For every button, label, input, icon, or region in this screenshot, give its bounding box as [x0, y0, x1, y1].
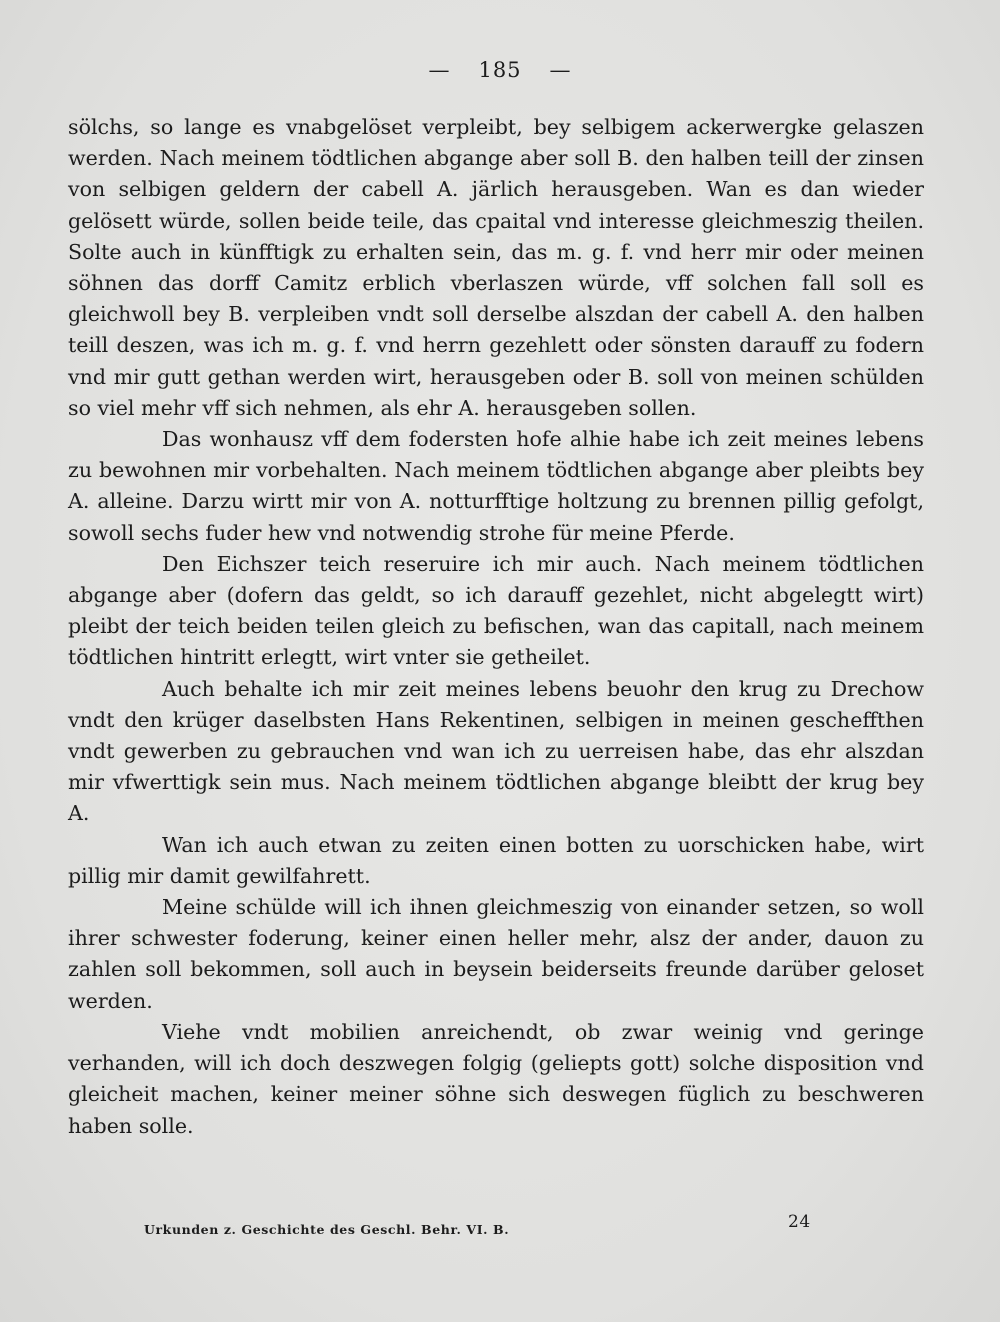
page-footer — [144, 1212, 844, 1240]
paragraph-3: Den Eichszer teich reseruire ich mir auch. Nach meinem tödtlichen abgange aber (dofern das geldt, so ich darauff gezehlet, nicht abgelegtt wirt) pleibt der teich beiden teilen gleich zu befischen, wan das capitall, nach meinem tödtlichen hintritt erlegtt, wirt vnter sie getheilet. — [68, 551, 924, 670]
body-text — [68, 112, 924, 1142]
sheet-signature: 24 — [788, 1212, 811, 1232]
page-header — [0, 58, 1000, 82]
paragraph-2: Das wonhausz vff dem fodersten hofe alhie habe ich zeit meines lebens zu bewohnen mir vorbehalten. Nach meinem tödtlichen abgange aber pleibts bey A. alleine. Darzu wirtt mir von A. notturfftige holtzung zu brennen pillig gefolgt, sowoll sechs fuder hew vnd notwendig strohe für meine Pferde. — [68, 427, 924, 545]
footer-source: Urkunden z. Geschichte des Geschl. Behr. VI. B. — [144, 1222, 510, 1237]
header-dash-right: — — [549, 58, 572, 82]
page-number: 185 — [478, 58, 522, 82]
paragraph-6: Meine schülde will ich ihnen gleichmeszig von einander setzen, so woll ihrer schwester foderung, keiner einen heller mehr, alsz der ander, dauon zu zahlen soll bekommen, soll auch in beysein beiderseits freunde darüber geloset werden. — [68, 895, 924, 1013]
header-dash-left: — — [428, 58, 451, 82]
paragraph-4: Auch behalte ich mir zeit meines lebens beuohr den krug zu Drechow vndt den krüger daselbsten Hans Rekentinen, selbigen in meinen gescheffthen vndt gewerben zu gebrauchen vnd wan ich zu uerreisen habe, das ehr alszdan mir vfwerttigk sein mus. Nach meinem tödtlichen abgange bleibtt der krug bey A. — [68, 676, 924, 826]
paragraph-7: Viehe vndt mobilien anreichendt, ob zwar weinig vnd geringe verhanden, will ich doch deszwegen folgig (geliepts gott) solche disposition vnd gleicheit machen, keiner meiner söhne sich deswegen füglich zu beschweren haben solle. — [68, 1019, 924, 1138]
paragraph-5: Wan ich auch etwan zu zeiten einen botten zu uorschicken habe, wirt pillig mir damit gewilfahrett. — [68, 832, 924, 888]
paragraph-1: sölchs, so lange es vnabgelöset verpleibt, bey selbigem ackerwergke gelaszen werden. Nach meinem tödtlichen abgange aber soll B. den halben teill der zinsen von selbigen geldern der cabell A. järlich herausgeben. Wan es dan wieder gelösett würde, sollen beide teile, das cpaital vnd interesse gleichmeszig theilen. Solte auch in künfftigk zu erhalten sein, das m. g. f. vnd herr mir oder meinen söhnen das dorff Camitz erblich vberlaszen würde, vff solchen fall soll es gleichwoll bey B. verpleiben vndt soll derselbe alszdan der cabell A. den halben teill deszen, was ich m. g. f. vnd herrn gezehlett oder sönsten darauff zu fodern vnd mir gutt gethan werden wirt, herausgeben oder B. soll von meinen schülden so viel mehr vff sich nehmen, als ehr A. herausgeben sollen. — [68, 115, 924, 420]
